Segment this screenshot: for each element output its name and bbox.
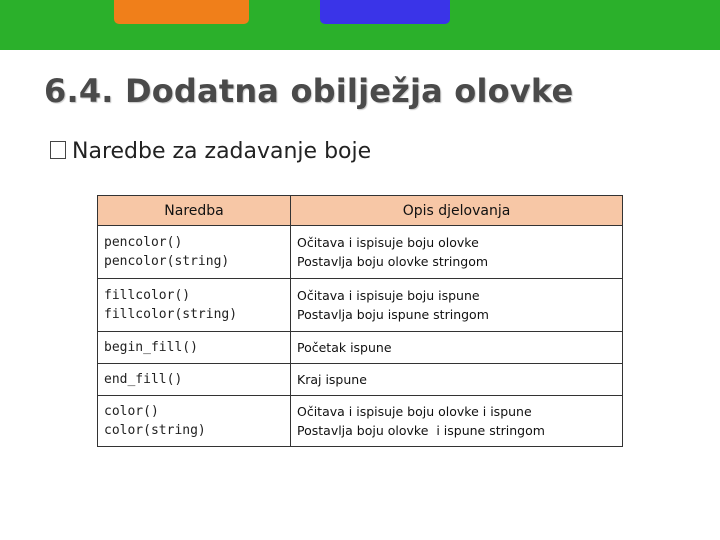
command-text: fillcolor(string) [104,307,238,322]
command-text: pencolor() [104,235,183,250]
description-cell [291,279,623,332]
description-text: Očitava i ispisuje boju olovke [297,235,479,250]
command-cell [98,279,291,332]
description-text: Početak ispune [297,340,392,355]
commands-table [97,195,623,447]
description-cell [291,396,623,447]
description-cell [291,364,623,396]
blue-tab [320,0,450,24]
table-row [98,396,623,447]
table-row [98,279,623,332]
description-text: Postavlja boju ispune stringom [297,307,489,322]
command-cell [98,332,291,364]
description-text: Očitava i ispisuje boju ispune [297,288,480,303]
description-text: Postavlja boju olovke stringom [297,254,489,269]
command-cell [98,226,291,279]
table-row [98,332,623,364]
description-text: Očitava i ispisuje boju olovke i ispune [297,404,532,419]
command-text: color() [104,404,159,419]
command-text: end_fill() [104,372,183,387]
command-cell [98,364,291,396]
bullet-text: Naredbe za zadavanje boje [72,139,372,164]
description-text: Kraj ispune [297,372,367,387]
description-cell [291,332,623,364]
table-header-row [98,196,623,226]
table-row [98,226,623,279]
command-text: fillcolor() [104,288,191,303]
table-row [98,364,623,396]
description-text: Postavlja boju olovke i ispune stringom [297,423,545,438]
orange-tab [114,0,249,24]
slide-title: 6.4. Dodatna obilježja olovke [44,72,574,110]
bullet-item [50,139,371,164]
header-command: Naredba [98,196,291,226]
description-cell [291,226,623,279]
command-cell [98,396,291,447]
header-description: Opis djelovanja [291,196,623,226]
command-text: begin_fill() [104,340,198,355]
command-text: color(string) [104,423,206,438]
command-text: pencolor(string) [104,254,230,269]
checkbox-bullet-icon [50,141,66,159]
